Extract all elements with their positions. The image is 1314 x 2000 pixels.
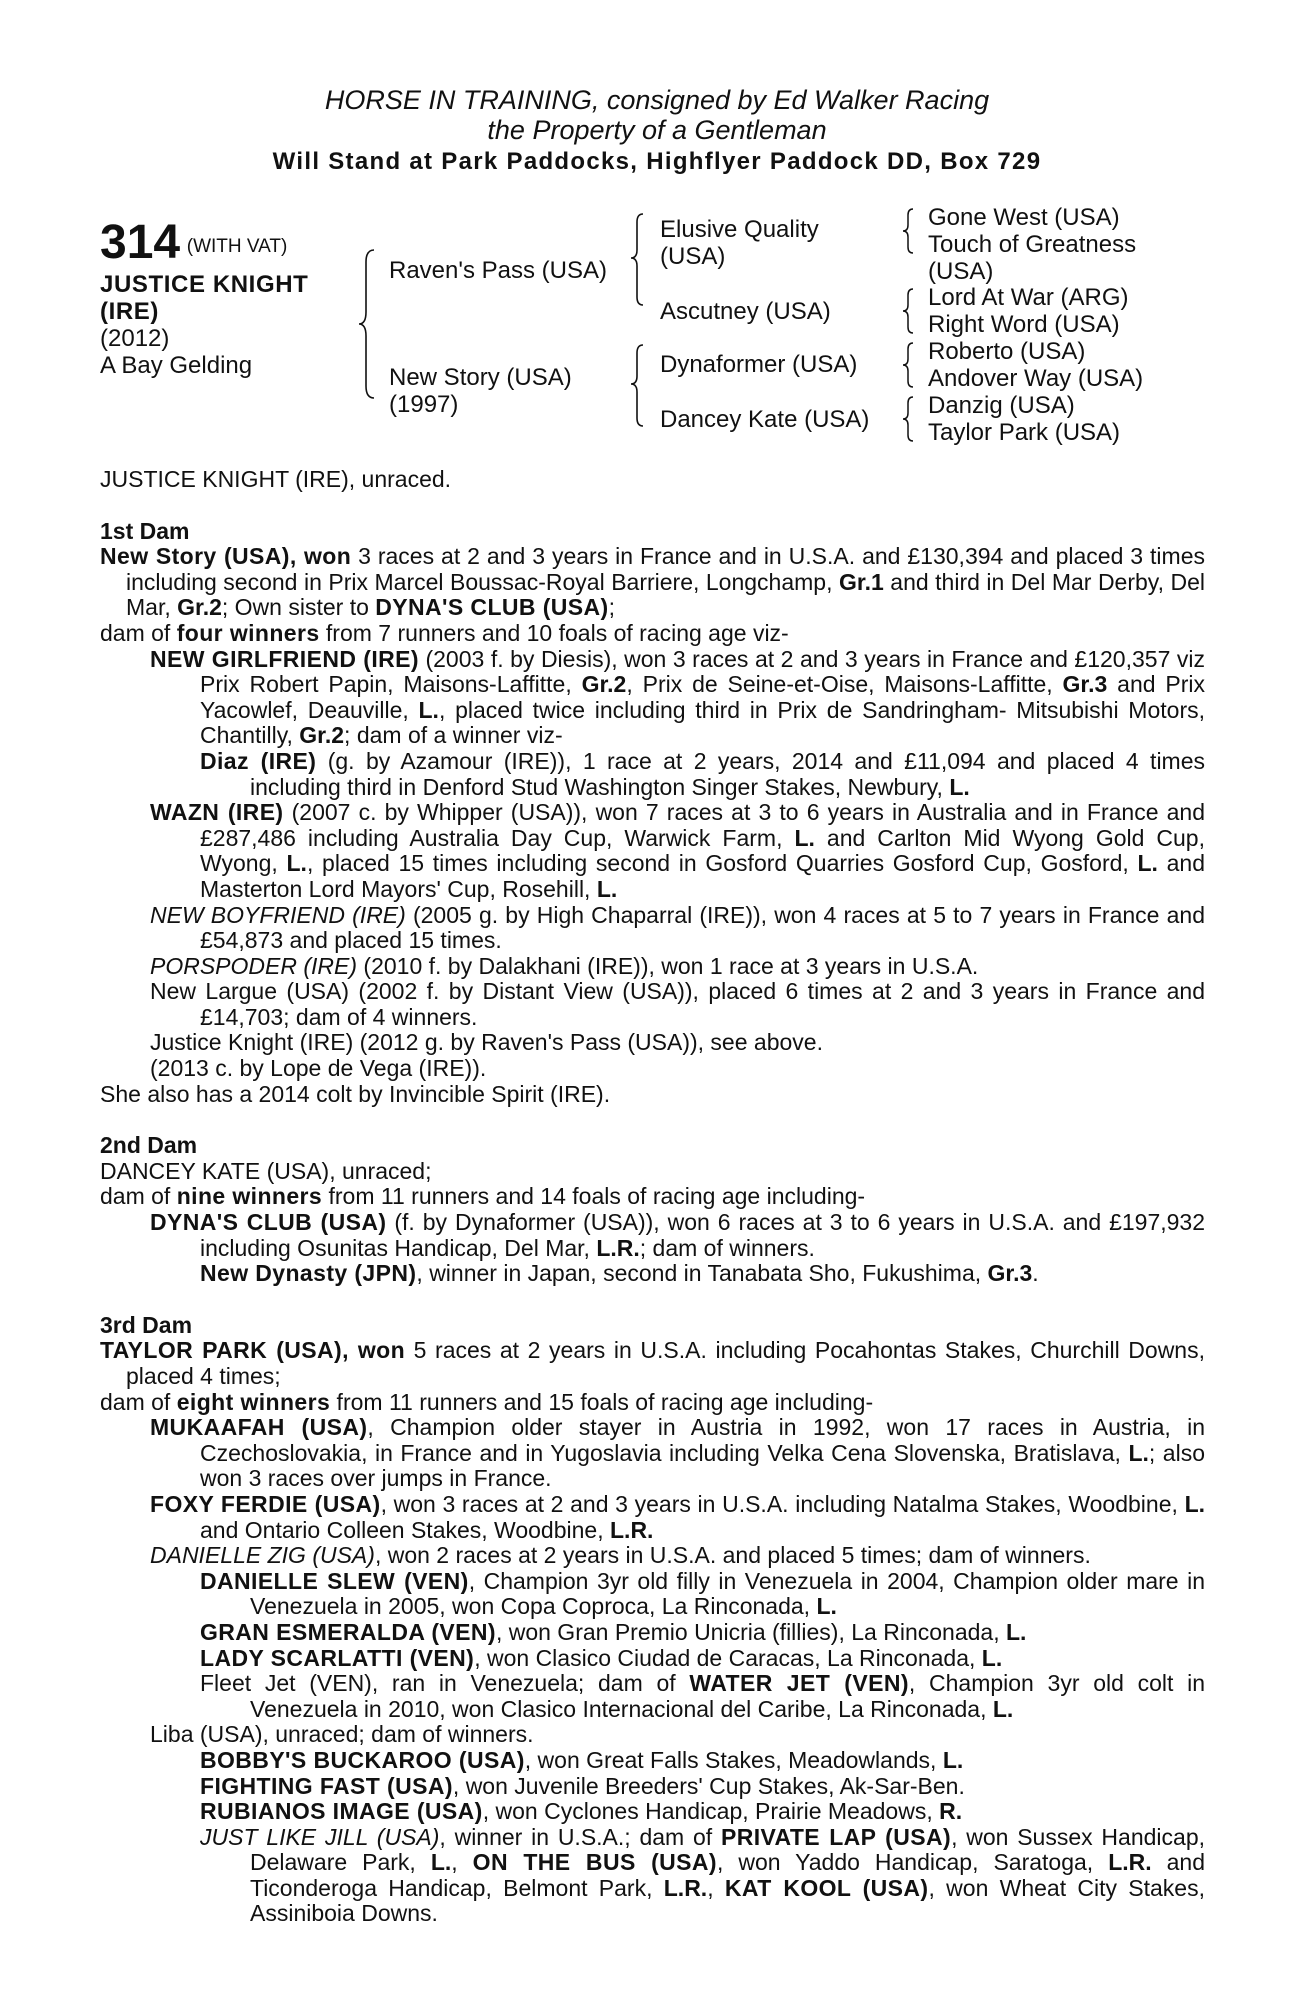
gen3-8: Taylor Park (USA) [928, 419, 1121, 446]
dam-sire-name: Dynaformer (USA) [660, 351, 858, 378]
produce-subitem: JUST LIKE JILL (USA), winner in U.S.A.; dam of PRIVATE LAP (USA), won Sussex Handicap, Delaware Park, L., ON THE BUS (USA), won Yaddo Handicap, Saratoga, L.R. and Ticonderoga Handicap, Belmont Park, L.R., KAT KOOL (USA), won Wheat City Stakes, Assiniboia Downs. [200, 1823, 1206, 1927]
produce-subitem: DANIELLE SLEW (VEN), Champion 3yr old filly in Venezuela in 2004, Champion older mare in Venezuela in 2005, won Copa Coproca, La Rinconada, L. [200, 1567, 1206, 1620]
pedigree-brace-main [358, 248, 378, 400]
produce-subitem: Diaz (IRE) (g. by Azamour (IRE)), 1 race at 2 years, 2014 and £11,094 and placed 4 times including third in Denford Stud Washington Singer Stakes, Newbury, L. [200, 747, 1206, 800]
third-dam-produce-summary: dam of eight winners from 11 runners and 15 foals of racing age including- [100, 1388, 874, 1415]
catalogue-body [100, 467, 1205, 1927]
produce-item: NEW GIRLFRIEND (IRE) (2003 f. by Diesis), won 3 races at 2 and 3 years in France and £120,357 viz Prix Robert Papin, Maisons-Laffitte, Gr.2, Prix de Seine-et-Oise, Maisons-Laffitte, Gr.3 and Prix Yacowlef, Deauville, L., placed twice including third in Prix de Sandringham- Mitsubishi Motors, Chantilly, Gr.2; dam of a winner viz- [150, 645, 1205, 749]
produce-item: Liba (USA), unraced; dam of winners. [150, 1721, 534, 1748]
sire-name: Raven's Pass (USA) [389, 257, 607, 284]
horse-name: JUSTICE KNIGHT [100, 271, 309, 298]
produce-item: DANIELLE ZIG (USA), won 2 races at 2 years in U.S.A. and placed 5 times; dam of winners. [150, 1542, 1091, 1569]
gen3-2-country: (USA) [928, 258, 994, 285]
sire-dam-name: Ascutney (USA) [660, 298, 831, 325]
consignment-subtitle: the Property of a Gentleman [487, 115, 827, 145]
produce-item: DYNA'S CLUB (USA) (f. by Dynaformer (USA)), won 6 races at 3 to 6 years in U.S.A. and £197,932 including Osunitas Handicap, Del Mar, L.R.; dam of winners. [150, 1209, 1206, 1261]
gen3-5: Roberto (USA) [928, 338, 1086, 365]
third-dam-heading: 3rd Dam [100, 1311, 193, 1338]
consignment-title: HORSE IN TRAINING, consigned by Ed Walker Racing [324, 85, 990, 115]
produce-subitem: FIGHTING FAST (USA), won Juvenile Breeders' Cup Stakes, Ak-Sar-Ben. [200, 1772, 965, 1799]
second-dam-heading: 2nd Dam [100, 1132, 198, 1159]
foaling-year: (2012) [100, 325, 170, 352]
produce-item: (2013 c. by Lope de Vega (IRE)). [150, 1055, 487, 1082]
gen3-1: Gone West (USA) [928, 204, 1120, 231]
second-dam-record: DANCEY KATE (USA), unraced; [100, 1157, 432, 1184]
third-dam-record: TAYLOR PARK (USA), won 5 races at 2 years in U.S.A. including Pocahontas Stakes, Churchill Downs, placed 4 times; [100, 1337, 1205, 1389]
first-dam-heading: 1st Dam [100, 517, 190, 544]
dam-dam-name: Dancey Kate (USA) [660, 406, 870, 433]
pedigree-brace-g3 [902, 341, 916, 389]
first-dam-record: New Story (USA), won 3 races at 2 and 3 years in France and in U.S.A. and £130,394 and placed 3 times including second in Prix Marcel Boussac-Royal Barriere, Longchamp, Gr.1 and third in Del Mar Derby, Del Mar, Gr.2; Own sister to DYNA'S CLUB (USA); [100, 543, 1205, 621]
produce-subitem: Fleet Jet (VEN), ran in Venezuela; dam of WATER JET (VEN), Champion 3yr old colt in Venezuela in 2010, won Clasico Internacional del Caribe, La Rinconada, L. [200, 1670, 1205, 1722]
gen3-2: Touch of Greatness [928, 231, 1137, 258]
sire-sire-country: (USA) [660, 243, 726, 270]
pedigree-brace-g2 [902, 287, 916, 335]
dam-name: New Story (USA) [389, 364, 572, 391]
gen3-4: Right Word (USA) [928, 311, 1120, 338]
produce-subitem: BOBBY'S BUCKAROO (USA), won Great Falls Stakes, Meadowlands, L. [200, 1746, 964, 1773]
horse-description: A Bay Gelding [100, 352, 253, 379]
produce-item: FOXY FERDIE (USA), won 3 races at 2 and 3 years in U.S.A. including Natalma Stakes, Woodbine, L. and Ontario Colleen Stakes, Woodbine, L.R. [150, 1490, 1206, 1543]
intro-line: JUSTICE KNIGHT (IRE), unraced. [100, 466, 452, 492]
location-line: Will Stand at Park Paddocks, Highflyer Paddock DD, Box 729 [272, 148, 1042, 175]
produce-subitem: New Dynasty (JPN), winner in Japan, second in Tanabata Sho, Fukushima, Gr.3. [200, 1260, 1039, 1287]
produce-item: NEW BOYFRIEND (IRE) (2005 g. by High Chaparral (IRE)), won 4 races at 5 to 7 years in France and £54,873 and placed 15 times. [150, 901, 1205, 954]
produce-item: PORSPODER (IRE) (2010 f. by Dalakhani (IRE)), won 1 race at 3 years in U.S.A. [150, 952, 979, 979]
gen3-7: Danzig (USA) [928, 392, 1075, 419]
second-dam-produce-summary: dam of nine winners from 11 runners and 14 foals of racing age including- [100, 1183, 866, 1210]
pedigree-brace-dam [630, 343, 646, 428]
gen3-3: Lord At War (ARG) [928, 284, 1129, 311]
lot-block [100, 215, 360, 379]
first-dam-note: She also has a 2014 colt by Invincible Spirit (IRE). [100, 1080, 611, 1107]
produce-subitem: RUBIANOS IMAGE (USA), won Cyclones Handicap, Prairie Meadows, R. [200, 1798, 963, 1825]
gen3-6: Andover Way (USA) [928, 365, 1144, 392]
vat-note: (WITH VAT) [186, 236, 288, 257]
first-dam-produce-summary: dam of four winners from 7 runners and 10 foals of racing age viz- [100, 619, 789, 646]
lot-number: 314 [100, 216, 181, 269]
produce-subitem: LADY SCARLATTI (VEN), won Clasico Ciudad de Caracas, La Rinconada, L. [200, 1644, 1003, 1671]
horse-country: (IRE) [100, 298, 159, 325]
pedigree-brace-g1 [902, 207, 916, 255]
produce-item: Justice Knight (IRE) (2012 g. by Raven's Pass (USA)), see above. [150, 1029, 823, 1056]
sire-sire-name: Elusive Quality [660, 216, 819, 243]
produce-item: MUKAAFAH (USA), Champion older stayer in Austria in 1992, won 17 races in Austria, in Czechoslovakia, in France and in Yugoslavia including Velka Cena Slovenska, Bratislava, L.; also won 3 races over jumps in France. [150, 1414, 1205, 1492]
produce-subitem: GRAN ESMERALDA (VEN), won Gran Premio Unicria (fillies), La Rinconada, L. [200, 1618, 1027, 1645]
pedigree-brace-g4 [902, 395, 916, 443]
produce-item: New Largue (USA) (2002 f. by Distant View (USA)), placed 6 times at 2 and 3 years in France and £14,703; dam of 4 winners. [150, 978, 1205, 1030]
dam-year: (1997) [389, 391, 459, 418]
pedigree-brace-sire [630, 212, 646, 307]
produce-item: WAZN (IRE) (2007 c. by Whipper (USA)), won 7 races at 3 to 6 years in Australia and in France and £287,486 including Australia Day Cup, Warwick Farm, L. and Carlton Mid Wyong Gold Cup, Wyong, L., placed 15 times including second in Gosford Quarries Gosford Cup, Gosford, L. and Masterton Lord Mayors' Cup, Rosehill, L. [150, 799, 1206, 902]
